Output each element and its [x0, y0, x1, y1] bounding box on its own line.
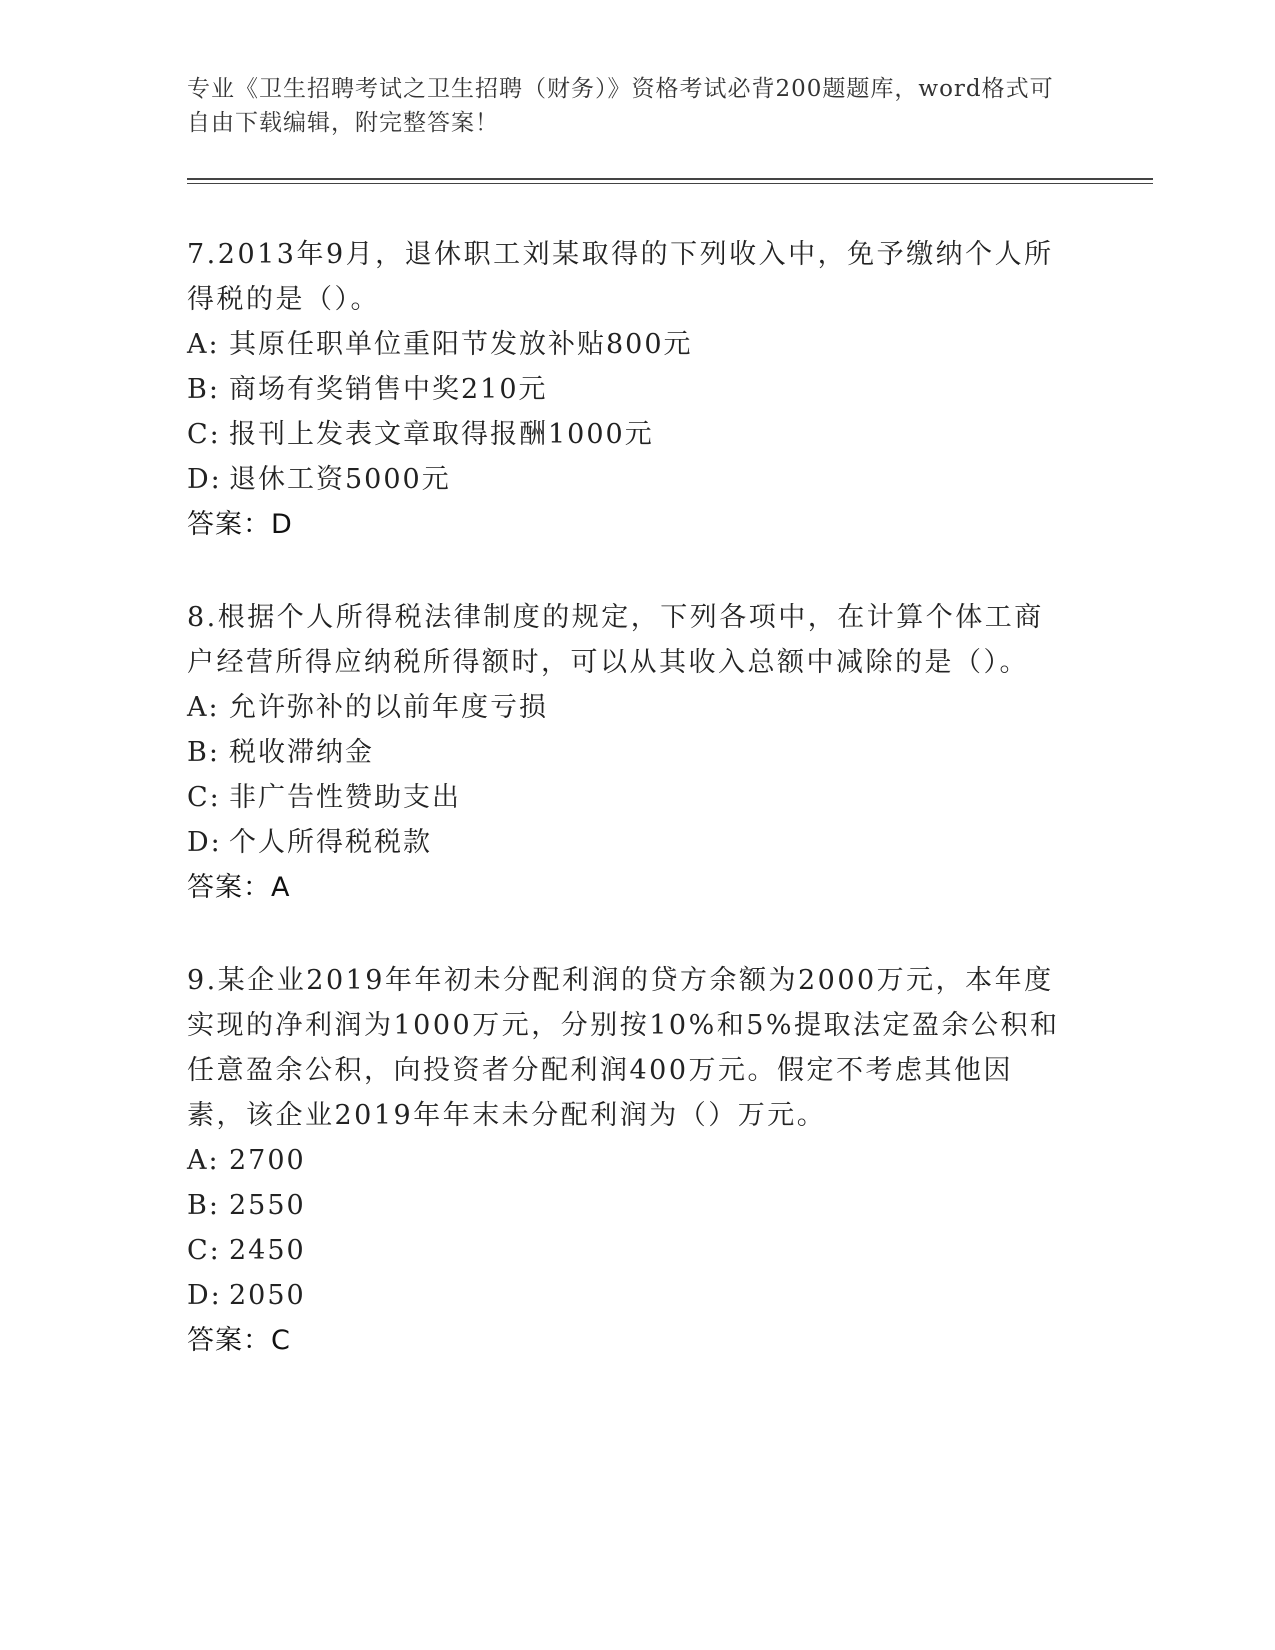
question-stem: 7.2013年9月，退休职工刘某取得的下列收入中，免予缴纳个人所得税的是（）。: [187, 239, 1054, 315]
answer-line: 答案：A: [187, 872, 291, 903]
answer-line: 答案：D: [187, 509, 293, 540]
option-d: [187, 820, 1067, 865]
option-letter: C:: [187, 419, 221, 450]
option-letter: D:: [187, 827, 222, 858]
option-letter: C:: [187, 1235, 221, 1266]
option-a: [187, 685, 1067, 730]
option-text: 商场有奖销售中奖210元: [229, 374, 548, 405]
option-letter: A:: [187, 692, 220, 723]
option-text: 2450: [229, 1235, 306, 1266]
option-letter: A:: [187, 1145, 220, 1176]
option-letter: B:: [187, 1190, 220, 1221]
question-stem: 9.某企业2019年年初未分配利润的贷方余额为2000万元，本年度实现的净利润为1000万元，分别按10%和5%提取法定盈余公积和任意盈余公积，向投资者分配利润400万元。假定不考虑其他因素，该企业2019年年末未分配利润为（）万元。: [187, 965, 1060, 1131]
option-text: 其原任职单位重阳节发放补贴800元: [229, 329, 693, 360]
header-divider: [187, 178, 1153, 180]
option-letter: B:: [187, 737, 220, 768]
option-text: 税收滞纳金: [229, 737, 374, 768]
question-8: [187, 595, 1067, 911]
question-7: [187, 232, 1067, 548]
option-a: [187, 322, 1067, 367]
option-text: 个人所得税税款: [229, 827, 432, 858]
option-letter: C:: [187, 782, 221, 813]
option-a: [187, 1138, 1067, 1183]
option-text: 2550: [229, 1190, 306, 1221]
option-c: [187, 412, 1067, 457]
option-letter: D:: [187, 464, 222, 495]
option-letter: D:: [187, 1280, 222, 1311]
option-letter: A:: [187, 329, 220, 360]
answer-line: 答案：C: [187, 1325, 291, 1356]
option-c: [187, 1228, 1067, 1273]
option-d: [187, 1273, 1067, 1318]
document-header: 专业《卫生招聘考试之卫生招聘（财务）》资格考试必背200题题库，word格式可自由下载编辑，附完整答案！: [187, 76, 1054, 136]
option-b: [187, 1183, 1067, 1228]
option-c: [187, 775, 1067, 820]
option-b: [187, 730, 1067, 775]
option-text: 允许弥补的以前年度亏损: [229, 692, 548, 723]
option-text: 报刊上发表文章取得报酬1000元: [229, 419, 654, 450]
header-divider-thin: [187, 183, 1153, 184]
option-text: 退休工资5000元: [229, 464, 451, 495]
option-text: 非广告性赞助支出: [229, 782, 461, 813]
option-text: 2050: [229, 1280, 306, 1311]
option-d: [187, 457, 1067, 502]
option-b: [187, 367, 1067, 412]
option-letter: B:: [187, 374, 220, 405]
question-9: [187, 958, 1067, 1364]
option-text: 2700: [229, 1145, 306, 1176]
question-stem: 8.根据个人所得税法律制度的规定，下列各项中，在计算个体工商户经营所得应纳税所得额时，可以从其收入总额中减除的是（）。: [187, 602, 1044, 678]
